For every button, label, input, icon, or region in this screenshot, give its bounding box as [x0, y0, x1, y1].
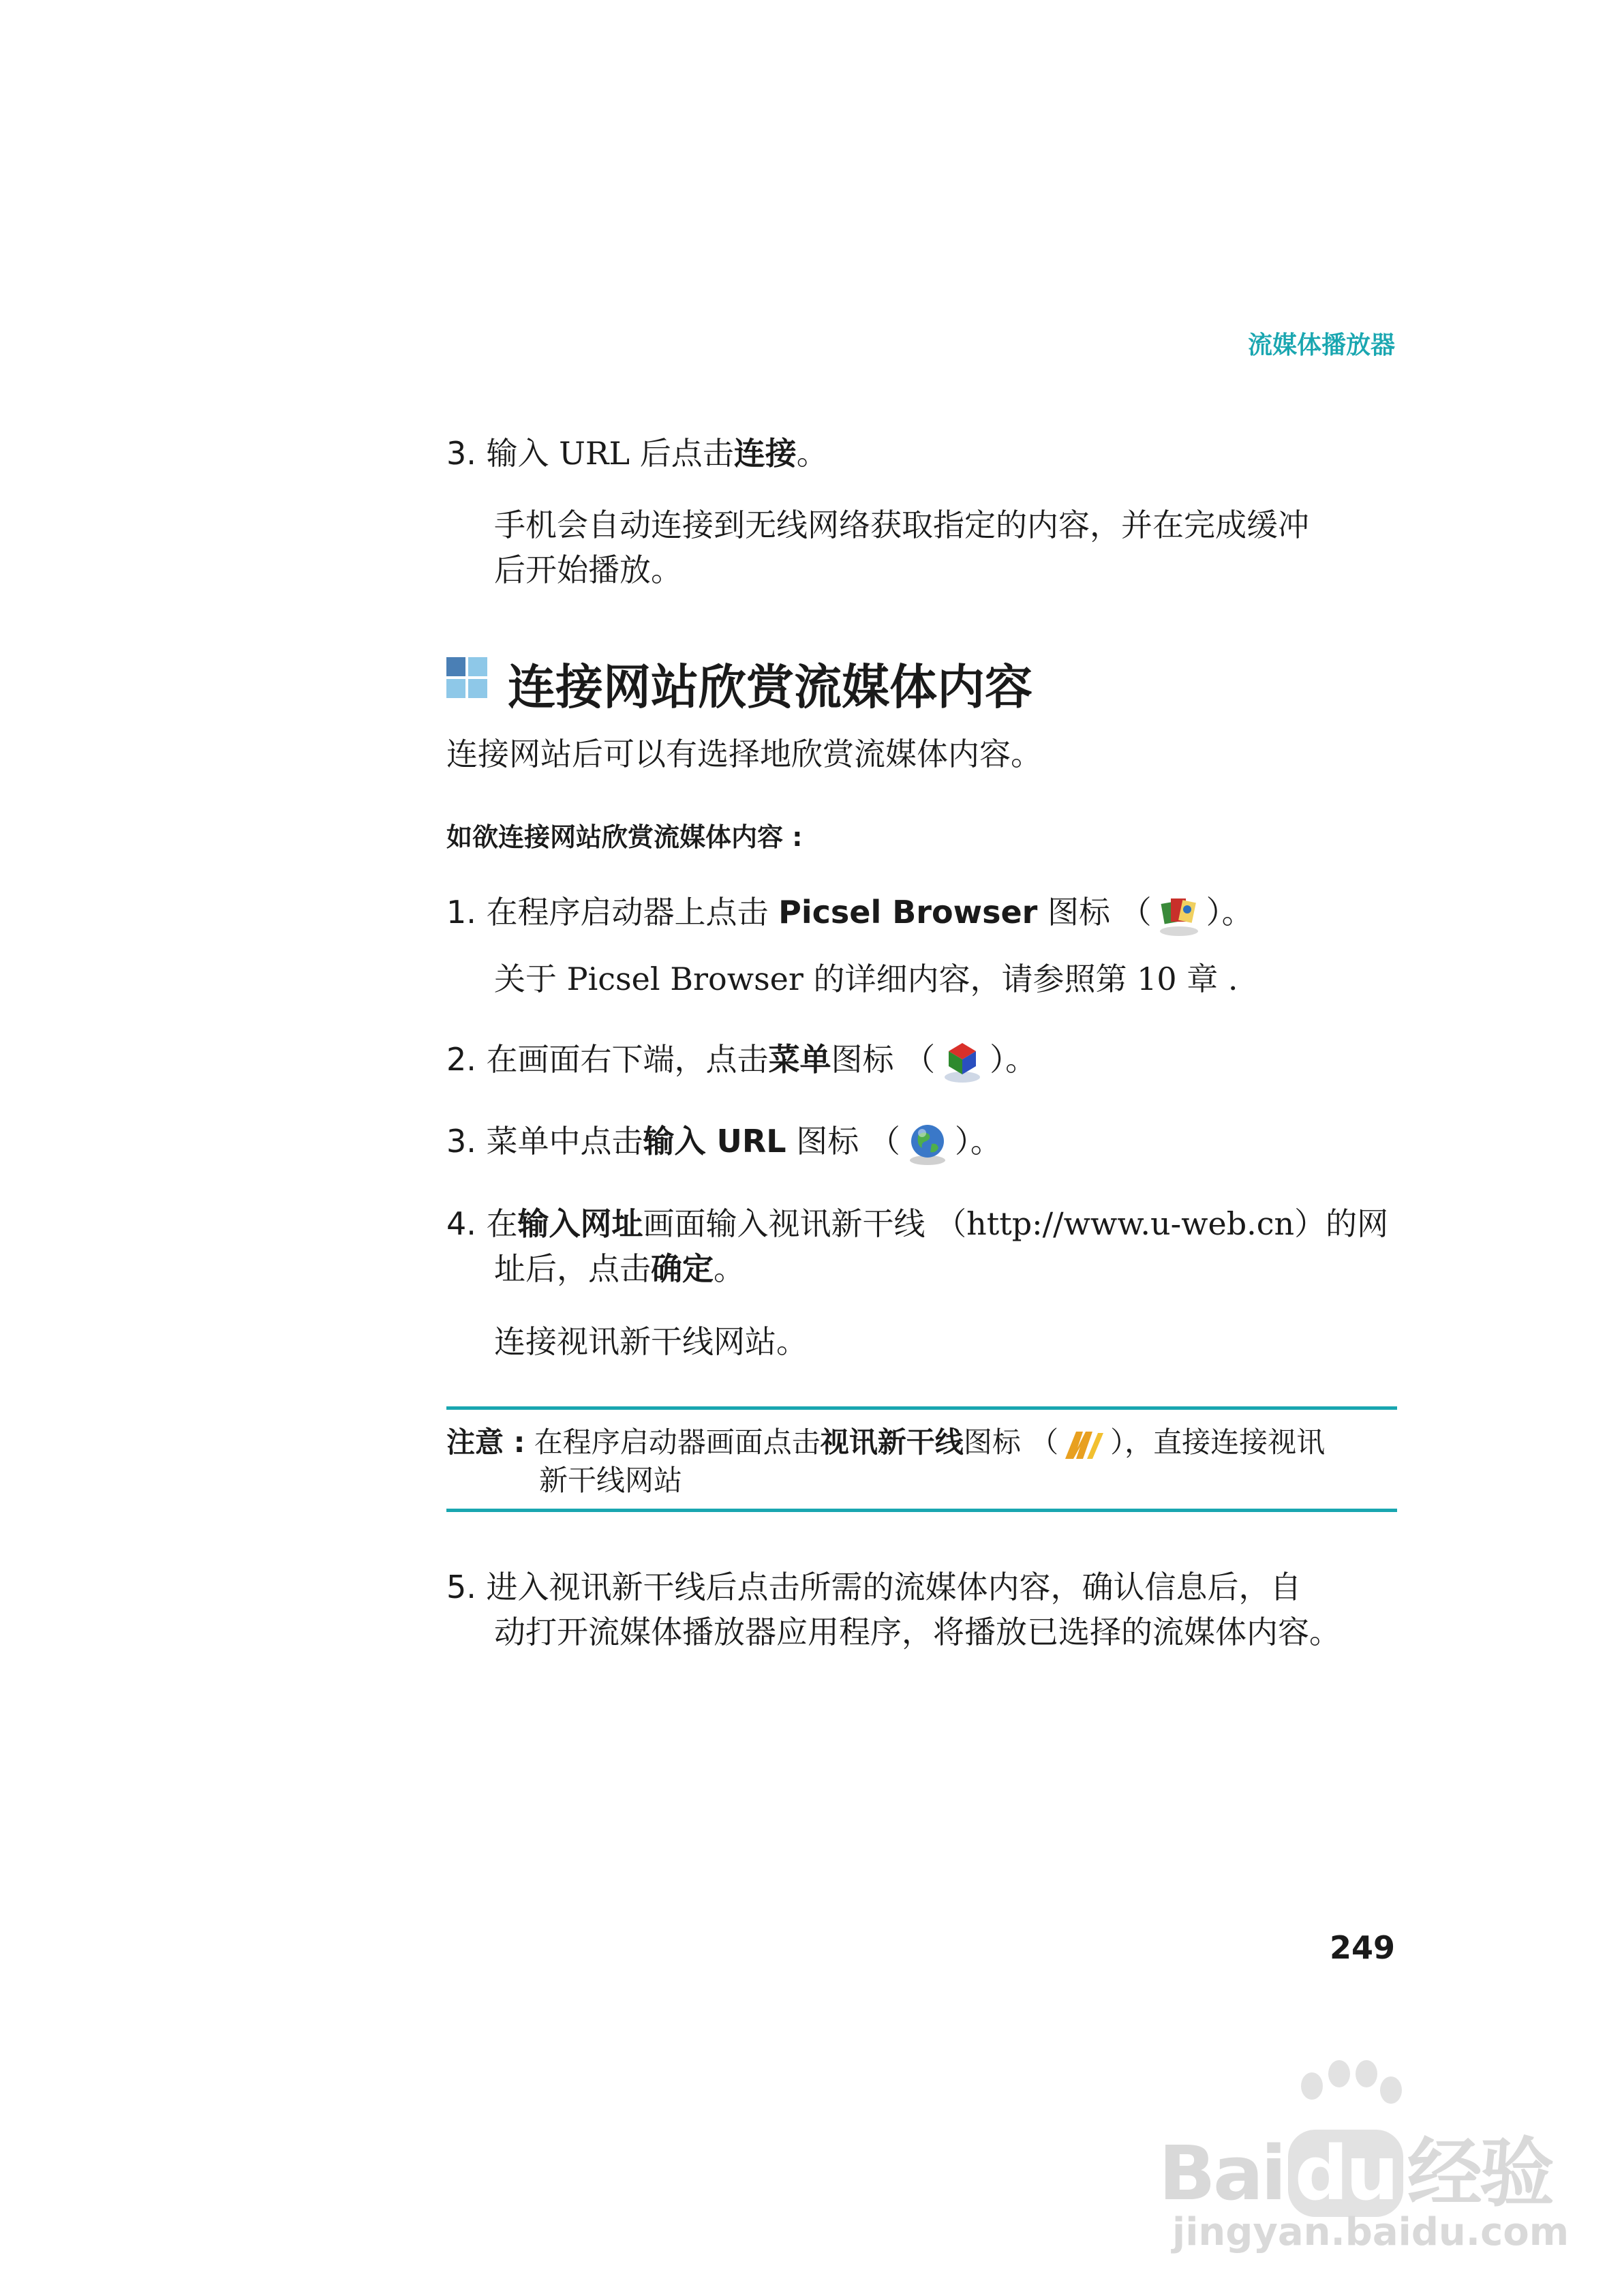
subheading: 如欲连接网站欣赏流媒体内容 : — [446, 822, 803, 852]
step-bold: 输入 URL — [643, 1123, 786, 1160]
step-text-end: ）。 — [990, 1041, 1037, 1078]
step-text: 图标 （ — [786, 1123, 900, 1160]
step-number: 2. — [446, 1041, 476, 1078]
note — [446, 1423, 1325, 1500]
step-4 — [446, 1201, 1388, 1291]
step-number: 3. — [446, 1123, 476, 1160]
step-number: 5. — [446, 1569, 476, 1605]
step-text: 动打开流媒体播放器应用程序，将播放已选择的流媒体内容。 — [494, 1614, 1341, 1650]
baidu-watermark — [1159, 2059, 1570, 2263]
note-bold: 视讯新干线 — [820, 1425, 964, 1459]
section-intro: 连接网站后可以有选择地欣赏流媒体内容。 — [446, 736, 1042, 772]
step-1-desc: 关于 Picsel Browser 的详细内容，请参照第 10 章 . — [494, 961, 1238, 997]
step-text: 菜单中点击 — [486, 1123, 643, 1160]
page-number: 249 — [1329, 1929, 1395, 1966]
note-label: 注意 : — [446, 1425, 525, 1459]
step-bold: 输入网址 — [517, 1205, 643, 1242]
desc-line: 后开始播放。 — [494, 552, 682, 588]
step-2 — [446, 1037, 1037, 1085]
step-bold: 连接 — [733, 435, 797, 472]
section-title: 连接网站欣赏流媒体内容 — [508, 659, 1032, 715]
step-bold: 菜单 — [768, 1041, 831, 1078]
step-number: 1. — [446, 894, 476, 931]
section-bullet-icon — [446, 657, 489, 699]
note-text: 在程序启动器画面点击 — [534, 1425, 821, 1459]
step-text: 址后，点击 — [494, 1250, 651, 1287]
step-3 — [446, 1119, 1002, 1167]
step-text-end: 。 — [714, 1250, 745, 1287]
step-text: 在程序启动器上点击 — [486, 894, 779, 931]
watermark-cn: 经验 — [1407, 2130, 1552, 2217]
step-text: 输入 URL 后点击 — [486, 435, 734, 472]
watermark-url: jingyan.baidu.com — [1172, 2210, 1570, 2254]
menu-cube-icon — [939, 1039, 985, 1085]
step-1 — [446, 890, 1253, 938]
step-4-desc: 连接视讯新干线网站。 — [494, 1323, 808, 1360]
step-text-end: ）。 — [1206, 894, 1253, 931]
watermark-brand-du: du — [1288, 2130, 1403, 2217]
globe-icon — [904, 1121, 951, 1167]
step-text: 在 — [486, 1205, 518, 1242]
note-bottom-rule — [446, 1509, 1397, 1512]
step-bold: 确定 — [651, 1250, 714, 1287]
step-text-end: 。 — [796, 435, 828, 472]
desc-line: 手机会自动连接到无线网络获取指定的内容，并在完成缓冲 — [494, 507, 1309, 543]
note-top-rule — [446, 1406, 1397, 1410]
step-text: 在画面右下端，点击 — [486, 1041, 769, 1078]
note-line2: 新干线网站 — [539, 1464, 683, 1497]
watermark-brand: Bai — [1159, 2130, 1284, 2217]
step-text: 进入视讯新干线后点击所需的流媒体内容，确认信息后，自 — [486, 1569, 1302, 1605]
note-text-end: ），直接连接视讯 — [1110, 1425, 1326, 1459]
step-text: 画面输入视讯新干线 （http://www.u-web.cn）的网 — [643, 1205, 1389, 1242]
step-bold: Picsel Browser — [778, 894, 1038, 931]
u-web-logo-icon — [1062, 1428, 1106, 1462]
picsel-browser-icon — [1156, 892, 1202, 938]
step-number: 4. — [446, 1205, 476, 1242]
step-5 — [446, 1565, 1341, 1655]
step-number: 3. — [446, 435, 476, 472]
step-top — [446, 431, 828, 476]
step-text: 图标 （ — [1037, 894, 1152, 931]
step-top-desc — [494, 502, 1309, 592]
step-text-end: ）。 — [954, 1123, 1002, 1160]
section-header: 流媒体播放器 — [1247, 331, 1395, 359]
step-text: 图标 （ — [831, 1041, 936, 1078]
note-text: 图标 （ — [963, 1425, 1059, 1459]
